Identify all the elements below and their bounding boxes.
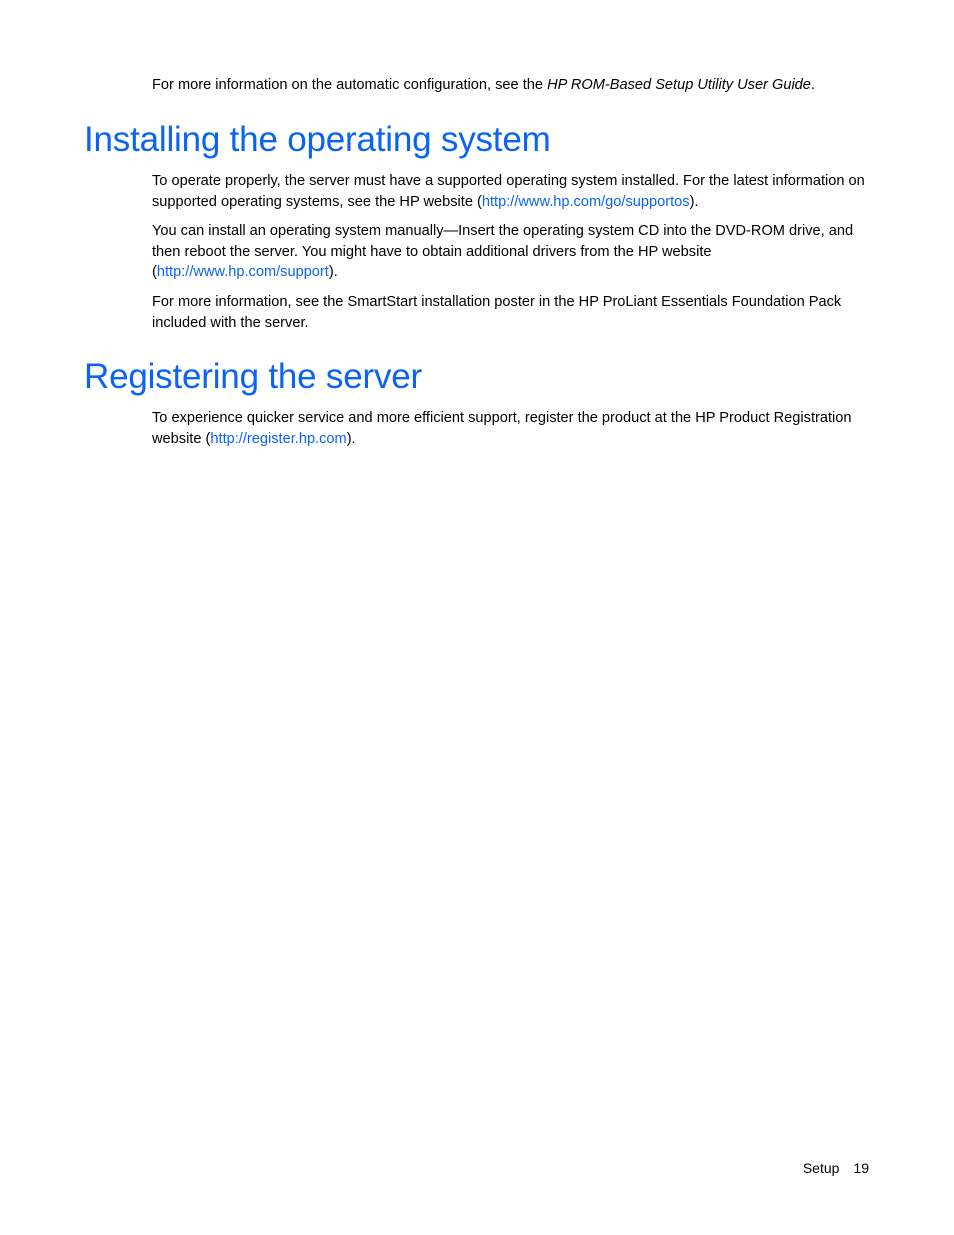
intro-text-after: . (810, 77, 815, 93)
intro-paragraph (152, 75, 876, 96)
os-paragraph-3: For more information, see the SmartStart installation poster in the HP ProLiant Essentials Foundation Pack included with the server. (152, 294, 842, 331)
footer-page-number: 19 (853, 1160, 869, 1176)
support-link[interactable]: http://www.hp.com/support (156, 264, 329, 280)
os-p2-text-before: You can install an operating system manually—Insert the operating system CD into the DVD-ROM drive, and then reboot the server. You might have to obtain additional drivers from the HP website ( (152, 223, 854, 280)
guide-title: HP ROM-Based Setup Utility User Guide (547, 77, 811, 93)
page-footer (803, 1158, 869, 1178)
intro-text-before: For more information on the automatic configuration, see the (152, 77, 548, 93)
footer-section-name: Setup (802, 1160, 840, 1176)
heading-registering-server: Registering the server (84, 357, 422, 396)
supportos-link[interactable]: http://www.hp.com/go/supportos (481, 193, 690, 210)
os-p2-text-after: ). (328, 264, 338, 280)
register-text-before: To experience quicker service and more efficient support, register the product at the HP Product Registration website ( (152, 410, 852, 447)
register-link[interactable]: http://register.hp.com (210, 430, 347, 447)
os-p1-text-before: To operate properly, the server must have a supported operating system installed. For the latest information on supported operating systems, see the HP website ( (152, 173, 865, 210)
os-paragraph-2 (152, 221, 876, 283)
heading-installing-os: Installing the operating system (84, 120, 551, 159)
register-paragraph (152, 408, 876, 449)
os-p1-text-after: ). (689, 193, 699, 210)
os-paragraph-1 (152, 171, 876, 212)
register-text-after: ). (346, 430, 356, 447)
